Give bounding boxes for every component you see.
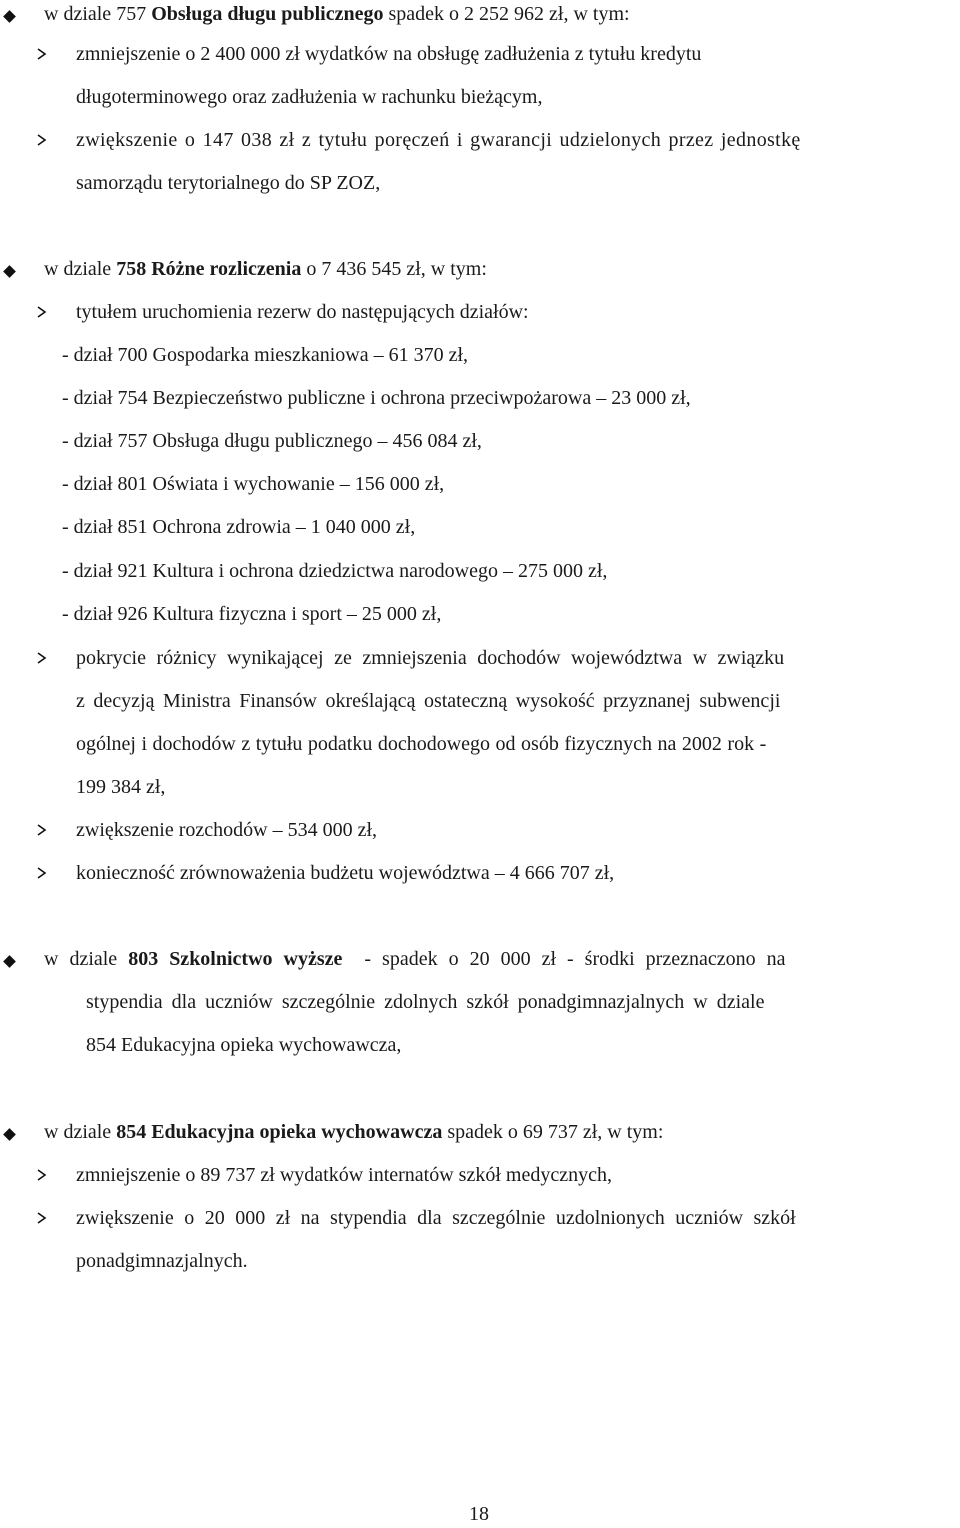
arrow-bullet-icon	[37, 867, 47, 879]
item-757-1-line-1: zmniejszenie o 2 400 000 zł wydatków na obsługę zadłużenia z tytułu kredytu	[76, 43, 702, 65]
arrow-bullet-icon	[37, 134, 47, 146]
item-757-2-line-1: zwiększenie o 147 038 zł z tytułu poręczeń i gwarancji udzielonych przez jednostkę	[76, 129, 801, 151]
coverage-line-4: 199 384 zł,	[76, 776, 166, 798]
item-757-1-line-2: długoterminowego oraz zadłużenia w rachunku bieżącym,	[76, 86, 543, 108]
coverage-line-3: ogólnej i dochodów z tytułu podatku dochodowego od osób fizycznych na 2002 rok -	[76, 733, 767, 755]
reserve-intro: tytułem uruchomienia rezerw do następujących działów:	[76, 301, 529, 323]
heading-758: w dziale 758 Różne rozliczenia o 7 436 545 zł, w tym:	[44, 258, 487, 280]
reserve-item: - dział 801 Oświata i wychowanie – 156 000 zł,	[62, 473, 445, 495]
reserve-item: - dział 757 Obsługa długu publicznego – 456 084 zł,	[62, 430, 482, 452]
reserve-item: - dział 851 Ochrona zdrowia – 1 040 000 zł,	[62, 516, 416, 538]
reserve-item: - dział 754 Bezpieczeństwo publiczne i ochrona przeciwpożarowa – 23 000 zł,	[62, 387, 691, 409]
arrow-bullet-icon	[37, 1212, 47, 1224]
arrow-bullet-icon	[37, 824, 47, 836]
bullet-diamond-icon	[3, 265, 16, 278]
d854-item-1: zmniejszenie o 89 737 zł wydatków internatów szkół medycznych,	[76, 1164, 612, 1186]
bullet-diamond-icon	[3, 10, 16, 23]
heading-803: w dziale 803 Szkolnictwo wyższe - spadek o 20 000 zł - środki przeznaczono na	[44, 948, 786, 970]
arrow-bullet-icon	[37, 1169, 47, 1181]
arrow-bullet-icon	[37, 48, 47, 60]
heading-854: w dziale 854 Edukacyjna opieka wychowawcza spadek o 69 737 zł, w tym:	[44, 1121, 664, 1143]
heading-757: w dziale 757 Obsługa długu publicznego spadek o 2 252 962 zł, w tym:	[44, 3, 630, 25]
arrow-bullet-icon	[37, 652, 47, 664]
balance-item: konieczność zrównoważenia budżetu województwa – 4 666 707 zł,	[76, 862, 615, 884]
reserve-item: - dział 926 Kultura fizyczna i sport – 25 000 zł,	[62, 603, 442, 625]
item-757-2-line-2: samorządu terytorialnego do SP ZOZ,	[76, 172, 381, 194]
d854-item-2-line-1: zwiększenie o 20 000 zł na stypendia dla szczególnie uzdolnionych uczniów szkół	[76, 1207, 796, 1229]
d803-line-1: stypendia dla uczniów szczególnie zdolnych szkół ponadgimnazjalnych w dziale	[86, 991, 765, 1013]
arrow-bullet-icon	[37, 306, 47, 318]
page-number: 18	[469, 1503, 489, 1525]
outflow-item: zwiększenie rozchodów – 534 000 zł,	[76, 819, 378, 841]
bullet-diamond-icon	[3, 1128, 16, 1141]
reserve-item: - dział 700 Gospodarka mieszkaniowa – 61 370 zł,	[62, 344, 469, 366]
d854-item-2-line-2: ponadgimnazjalnych.	[76, 1250, 248, 1272]
coverage-line-1: pokrycie różnicy wynikającej ze zmniejszenia dochodów województwa w związku	[76, 647, 785, 669]
d803-line-2: 854 Edukacyjna opieka wychowawcza,	[86, 1034, 402, 1056]
coverage-line-2: z decyzją Ministra Finansów określającą ostateczną wysokość przyznanej subwencji	[76, 690, 781, 712]
bullet-diamond-icon	[3, 955, 16, 968]
reserve-item: - dział 921 Kultura i ochrona dziedzictwa narodowego – 275 000 zł,	[62, 560, 608, 582]
